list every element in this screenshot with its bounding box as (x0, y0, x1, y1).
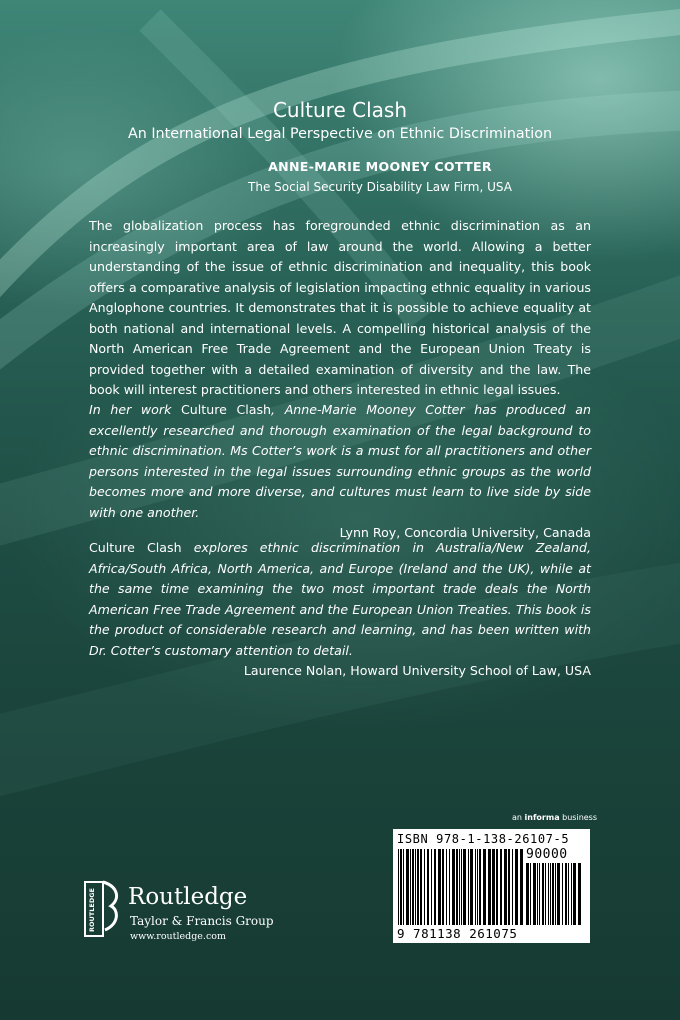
barcode-bar (557, 863, 560, 925)
addon-barcode-bars (525, 863, 585, 925)
author-name: ANNE-MARIE MOONEY COTTER (268, 159, 492, 174)
informa-brand: informa (524, 813, 560, 822)
barcode-bar (431, 849, 432, 925)
barcode-bar (539, 863, 540, 925)
barcode-bar (545, 863, 546, 925)
publisher-name: Routledge (128, 884, 248, 910)
publisher-group: Taylor & Francis Group (130, 914, 274, 928)
publisher-url: www.routledge.com (130, 931, 226, 942)
barcode-bar (488, 849, 491, 925)
barcode-bar (456, 849, 458, 925)
barcode-bar (410, 849, 411, 925)
barcode-bar (520, 849, 523, 925)
barcode-bar (477, 849, 478, 925)
review-1-text-pre: In her work (89, 402, 181, 417)
barcode-bar (542, 863, 544, 925)
barcode-bar (512, 849, 513, 925)
informa-tagline (512, 813, 597, 822)
barcode-bar (500, 849, 502, 925)
isbn-number: ISBN 978-1-138-26107-5 (397, 832, 570, 846)
barcode-bar (479, 849, 481, 925)
barcode-bar (515, 849, 518, 925)
barcode-bar (555, 863, 556, 925)
barcode-bar (459, 849, 460, 925)
barcode-bar (470, 849, 473, 925)
barcode-bar (420, 849, 422, 925)
barcode-bar (415, 849, 416, 925)
routledge-vertical-text: ROUTLEDGE (88, 888, 96, 932)
review-2-text: explores ethnic discrimination in Australia/New Zealand, Africa/South Africa, North America, and Europe (Ireland and the UK), while at the same time examining the two most important trade deals the North American Free Trade Agreement and the European Union Treaties. This book is the product of considerable research and learning, and has been written with Dr. Cotter’s customary attention to detail. (89, 540, 591, 658)
barcode-bar (504, 849, 507, 925)
barcode-bar (446, 849, 447, 925)
barcode-bar (537, 863, 538, 925)
barcode-bar (492, 849, 495, 925)
book-description: The globalization process has foregrounded ethnic discrimination as an increasingly important area of law around the world. Allowing a better understanding of the issue of ethnic discrimination and inequality, this book offers a comparative analysis of legislation impacting ethnic equality in various Anglophone countries. It demonstrates that it is possible to achieve equality at both national and international levels. A compelling historical analysis of the North American Free Trade Agreement and the European Union Treaty is provided together with a detailed examination of diversity and the law. The book will interest practitioners and others interested in ethnic legal issues. (89, 218, 591, 397)
routledge-logo-icon (83, 880, 123, 940)
barcode-bar (571, 863, 572, 925)
barcode-bar (452, 849, 455, 925)
barcode-bar (508, 849, 510, 925)
review-1-text: , Anne-Marie Mooney Cotter has produced an excellently researched and thorough examination of the legal background to ethnic discrimination. Ms Cotter’s work is a must for all practitioners and other persons interested in the legal issues surrounding ethnic groups as the world becomes more and more diverse, and cultures must learn to live side by side with one another. (89, 402, 592, 520)
barcode-bar (403, 849, 404, 925)
barcode-bar (400, 849, 402, 925)
barcode-bar (475, 849, 476, 925)
barcode-bar (565, 863, 567, 925)
informa-pre: an (512, 813, 525, 822)
price-addon-number: 90000 (526, 847, 568, 862)
ean-number: 9 781138 261075 (397, 926, 518, 941)
barcode-bar (427, 849, 429, 925)
barcode-bar (526, 863, 529, 925)
barcode-bar (434, 849, 436, 925)
barcode-bar (412, 849, 414, 925)
review-quote-1 (89, 400, 591, 544)
barcode-bar (568, 863, 569, 925)
ean-barcode-bars (397, 849, 523, 925)
book-subtitle: An International Legal Perspective on Ethnic Discrimination (127, 126, 553, 142)
barcode-bar (533, 863, 536, 925)
barcode-bar (548, 863, 549, 925)
barcode-bar (398, 849, 399, 925)
barcode-bar (424, 849, 425, 925)
author-affiliation: The Social Security Disability Law Firm, USA (248, 180, 512, 194)
barcode-bar (438, 849, 441, 925)
publisher-logo-block (83, 880, 283, 940)
barcode-bar (461, 849, 462, 925)
barcode-bar (406, 849, 409, 925)
barcode-bar (468, 849, 469, 925)
barcode-bar (417, 849, 419, 925)
barcode-bar (573, 863, 576, 925)
informa-post: business (559, 813, 598, 822)
barcode-bar (496, 849, 498, 925)
barcode-bar (562, 863, 563, 925)
barcode-bar (483, 849, 486, 925)
review-1-book-title: Culture Clash (181, 402, 272, 417)
isbn-barcode (393, 829, 590, 943)
book-title: Culture Clash (272, 98, 408, 122)
review-1-attribution: Lynn Roy, Concordia University, Canada (339, 525, 591, 540)
barcode-bar (530, 863, 531, 925)
barcode-bar (449, 849, 450, 925)
barcode-bar (550, 863, 551, 925)
barcode-bar (463, 849, 466, 925)
review-quote-2 (89, 538, 591, 682)
review-2-book-title: Culture Clash (89, 540, 182, 555)
barcode-bar (552, 863, 554, 925)
barcode-bar (578, 863, 581, 925)
review-2-attribution: Laurence Nolan, Howard University School of Law, USA (243, 663, 591, 678)
barcode-bar (442, 849, 444, 925)
